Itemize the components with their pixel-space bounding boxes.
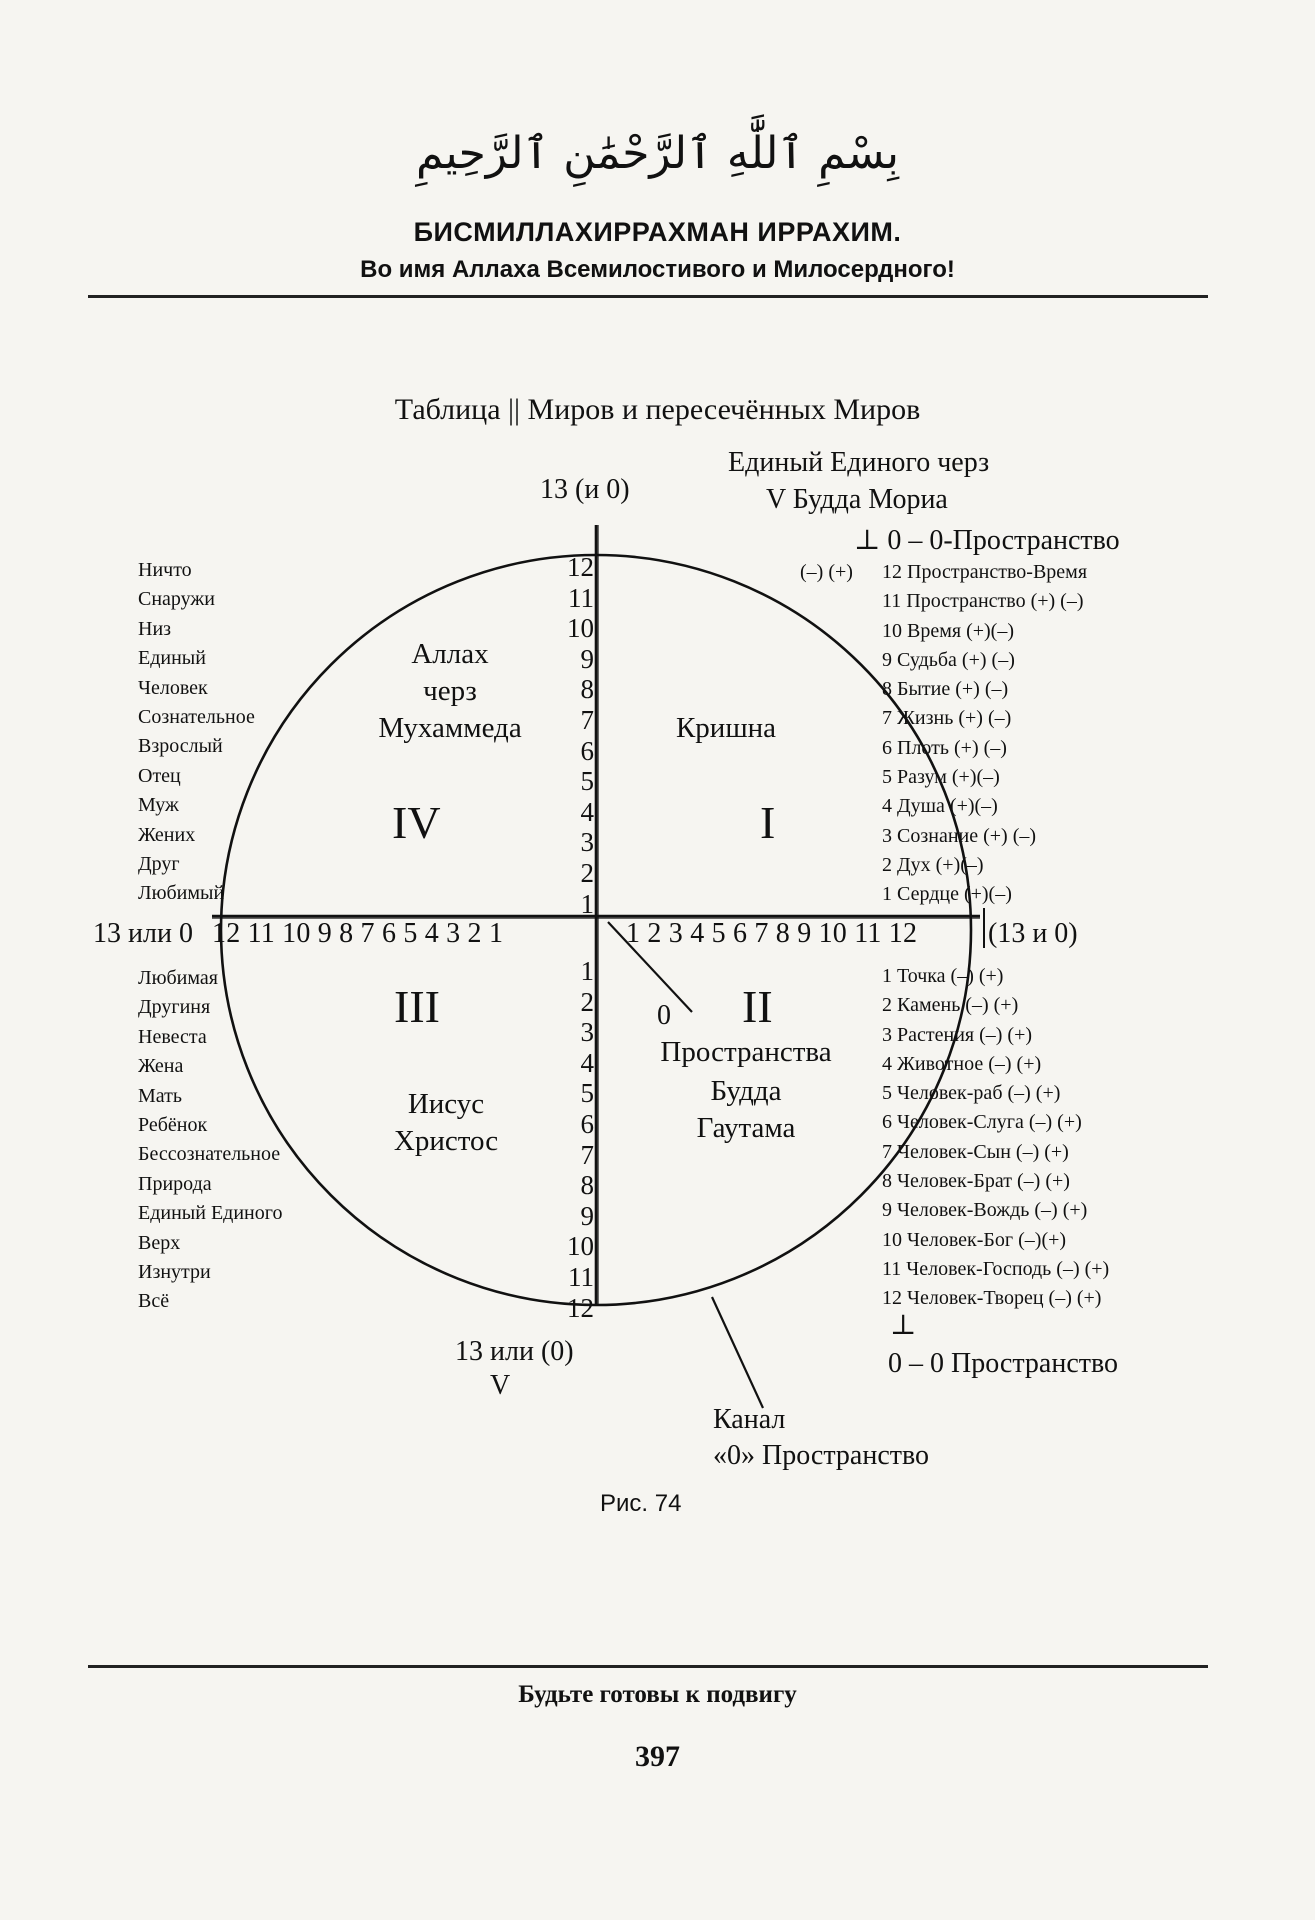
bottom-v: V [490,1370,511,1401]
bismillah-calligraphy: بِسْمِ ٱللَّٰهِ ٱلرَّحْمَٰنِ ٱلرَّحِيمِ [416,128,899,179]
top-label: 13 (и 0) [540,474,630,505]
left-upper-list: Ничто Снаружи Низ Единый Человек Сознательное Взрослый Отец Муж Жених Друг Любимый [138,559,255,905]
left-lower-list: Любимая Другиня Невеста Жена Мать Ребёнок Бессознательное Природа Единый Единого Верх Изнутри Всё [138,967,283,1313]
footer-motto: Будьте готовы к подвигу [518,1681,797,1708]
channel-pointer-line [712,1297,763,1408]
axis-left-numbers: 12 11 10 9 8 7 6 5 4 3 2 1 [212,918,504,949]
header-title: БИСМИЛЛАХИРРАХМАН ИРРАХИМ. [413,217,902,247]
top-right-line1: Единый Единого черз [728,447,990,478]
bottom-label: 13 или (0) [455,1336,574,1367]
vertical-down-numbers: 1 2 3 4 5 6 7 8 9 10 11 12 [567,956,594,1323]
top-right-signs: (–) (+) [800,561,853,583]
top-right-line2: V Будда Мориа [766,484,948,515]
quadrant-iii-numeral: III [394,981,440,1032]
vertical-up-numbers: 12 11 10 9 8 7 6 5 4 3 2 1 [567,552,594,919]
quadrant-i-numeral: I [760,797,776,848]
quadrant-ii-numeral: II [742,981,773,1032]
figure-heading: Таблица || Миров и пересечённых Миров [394,393,921,426]
quadrant-iii-text: Иисус Христос [393,1088,499,1157]
axis-right-numbers: 1 2 3 4 5 6 7 8 9 10 11 12 [626,918,918,949]
channel-line1: Канал [713,1404,786,1435]
quadrant-ii-text: Пространства Будда Гаутама [660,1036,832,1144]
quadrant-iv-text: Аллах черз Мухаммеда [378,638,522,744]
footer-rule [88,1665,1208,1668]
top-right-line3: ⊥ 0 – 0-Пространство [854,525,1120,556]
figure-caption: Рис. 74 [600,1490,682,1517]
quadrant-i-text: Кришна [675,712,777,744]
left-axis-label: 13 или 0 [93,918,193,949]
channel-line2: «0» Пространство [713,1440,930,1471]
page-number: 397 [635,1740,680,1773]
right-lower-list: 1 Точка (–) (+) 2 Камень (–) (+) 3 Растения (–) (+) 4 Животное (–) (+) 5 Человек-раб (–) (+) 6 Человек-Слуга (–) (+) 7 Человек-Сын (–) (+) 8 Человек-Брат (–) (+) 9 Человек-Вождь (–) (+) 10 Человек-Бог (–)(+) 11 Человек-Господь (–) (+) 12 Человек-Творец (–) (+) [882,965,1110,1310]
right-axis-label: (13 и 0) [988,918,1078,949]
header-subtitle: Во имя Аллаха Всемилостивого и Милосердного! [360,256,955,283]
bottom-right-label: 0 – 0 Пространство [888,1348,1119,1379]
right-upper-list: 12 Пространство-Время 11 Пространство (+) (–) 10 Время (+)(–) 9 Судьба (+) (–) 8 Бытие (+) (–) 7 Жизнь (+) (–) 6 Плоть (+) (–) 5 Разум (+)(–) 4 Душа (+)(–) 3 Сознание (+) (–) 2 Дух (+)(–) 1 Сердце (+)(–) [882,561,1088,906]
quadrant-ii-zero: 0 [657,1000,671,1031]
bottom-right-symbol: ⊥ [890,1310,917,1341]
quadrant-iv-numeral: IV [392,797,441,848]
